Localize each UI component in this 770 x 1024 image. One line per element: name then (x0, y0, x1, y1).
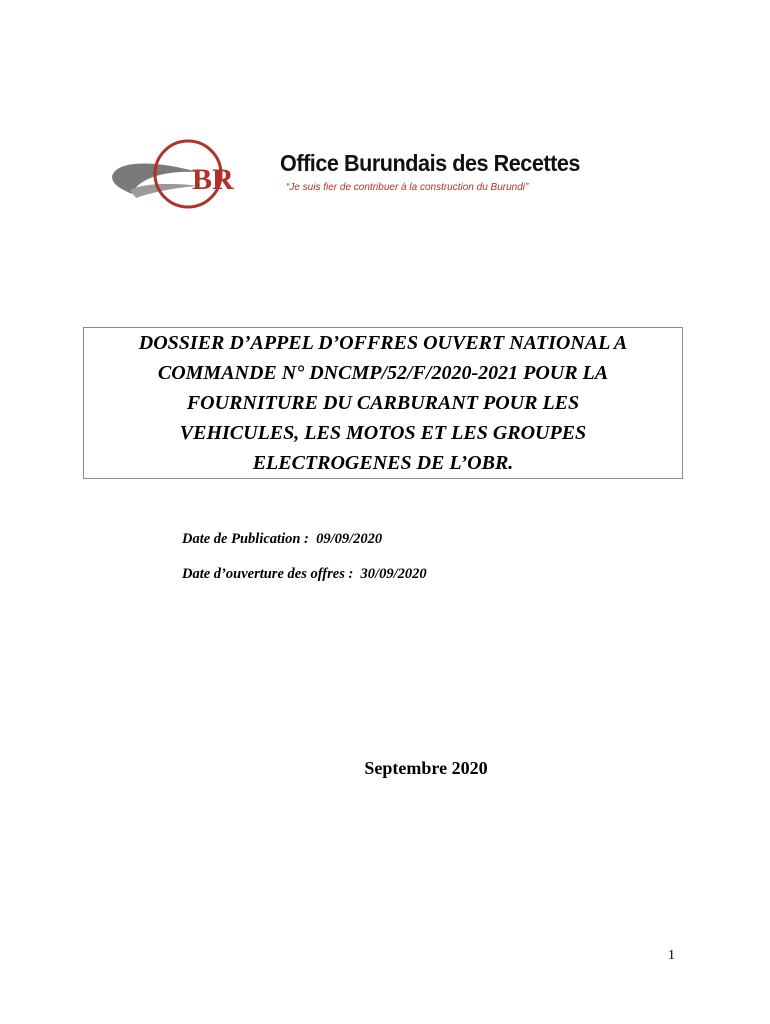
document-period: Septembre 2020 (364, 758, 488, 778)
org-name: Office Burundais des Recettes (280, 150, 580, 176)
document-title: DOSSIER D’APPEL D’OFFRES OUVERT NATIONAL A COMMANDE N° DNCMP/52/F/2020-2021 POUR LA FOURNITURE DU CARBURANT POUR LES VEHICULES, LES MOTOS ET LES GROUPES ELECTROGENES DE L’OBR. (138, 332, 628, 474)
publication-date: Date de Publication : 09/09/2020 (182, 531, 383, 547)
obr-logo (110, 136, 590, 216)
page-number: 1 (668, 948, 675, 963)
opening-date: Date d’ouverture des offres : 30/09/2020 (182, 566, 427, 582)
slogan: “Je suis fier de contribuer à la construction du Burundi” (286, 182, 529, 193)
title-box (83, 327, 683, 479)
obr-emblem-icon (110, 136, 280, 216)
svg-text:BR: BR (192, 163, 234, 196)
